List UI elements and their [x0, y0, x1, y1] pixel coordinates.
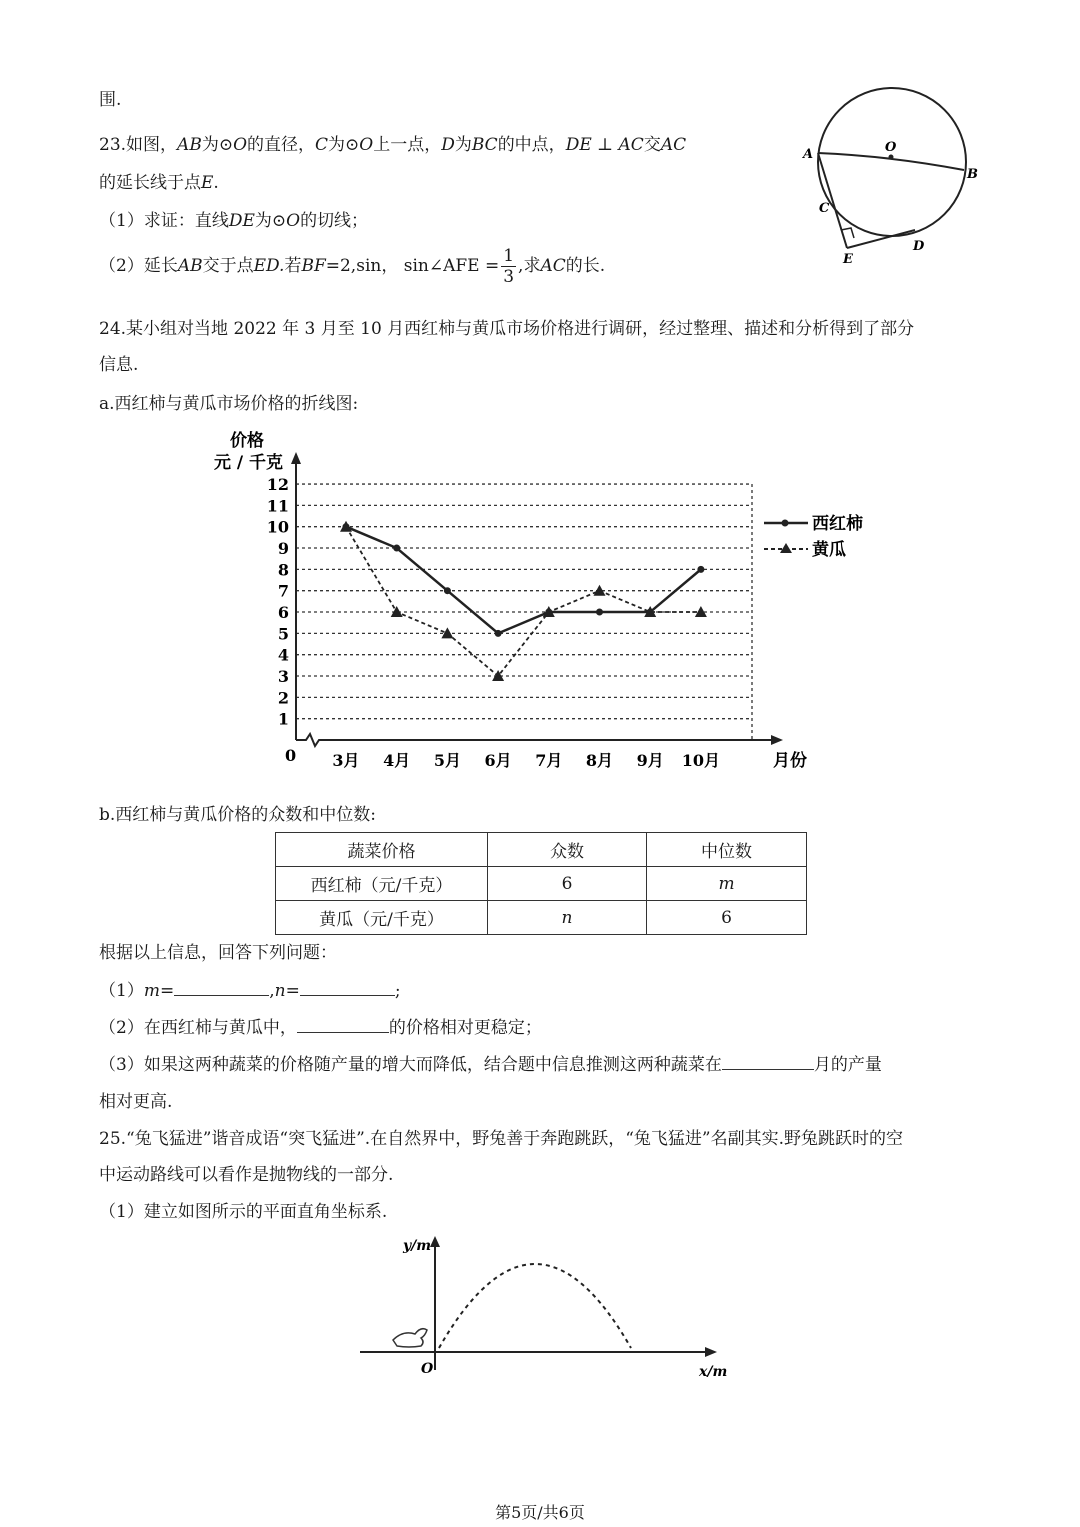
q24-q1: （1）m= ,n= ; [99, 976, 401, 1001]
table-header-cell: 众数 [488, 833, 647, 867]
chart-grid [296, 484, 752, 740]
parabola-path [439, 1264, 631, 1348]
q23-line2: 的延长线于点E. [99, 173, 219, 193]
y-tick-label: 9 [277, 539, 289, 559]
y-tick-label: 2 [277, 688, 289, 708]
table-row [276, 901, 807, 935]
y-tick-label: 10 [266, 517, 289, 537]
y-tick-label: 5 [277, 624, 289, 644]
q23-part2: （2）延长AB交于点ED.若BF=2,sin， sin∠AFE = $\frac{1}{3}$ ,求AC的长. [99, 246, 606, 287]
top-fragment: 围. [99, 90, 122, 110]
x-tick-label: 6月 [484, 751, 512, 770]
table-header-row [276, 833, 807, 867]
label-d: D [913, 239, 925, 254]
mode-median-table [275, 832, 807, 935]
label-e: E [843, 252, 853, 267]
origin-label: 0 [285, 746, 297, 765]
q24-sub-a: a.西红柿与黄瓜市场价格的折线图: [99, 394, 359, 414]
table-header-cell: 蔬菜价格 [276, 833, 488, 867]
chart-legend [764, 513, 863, 560]
answer-blank-stable[interactable] [297, 1014, 389, 1033]
x-tick-label: 7月 [535, 751, 563, 770]
tomato-point [596, 609, 603, 616]
x-label: x/m [699, 1364, 728, 1380]
label-b: B [967, 167, 978, 182]
y-tick-label: 12 [266, 475, 289, 495]
q24-line2: 信息. [99, 355, 139, 375]
x-axis-arrow [771, 735, 783, 745]
label-c: C [819, 201, 830, 216]
y-tick-label: 3 [277, 667, 289, 687]
legend-tomato-marker [782, 520, 789, 527]
legend-cucumber-label: 黄瓜 [812, 540, 846, 560]
q24-q2: （2）在西红柿与黄瓜中， 的价格相对更稳定； [99, 1013, 542, 1038]
table-row [276, 867, 807, 901]
y-label: y/m [403, 1238, 432, 1254]
x-tick-label: 8月 [585, 751, 614, 770]
y-tick-label: 11 [266, 496, 289, 516]
table-cell: 黄瓜（元/千克） [276, 901, 488, 935]
q25-line2: 中运动路线可以看作是抛物线的一部分. [99, 1165, 394, 1185]
label-o: O [885, 140, 897, 155]
y-tick-label: 4 [277, 645, 289, 665]
tomato-point [495, 630, 502, 637]
q23-part1: （1）求证：直线DE为⊙O的切线； [99, 211, 369, 231]
y-axis-arrow [430, 1236, 440, 1247]
y-tick-label: 6 [277, 603, 289, 623]
x-tick-label: 5月 [433, 751, 461, 770]
rabbit-parabola-figure [355, 1230, 735, 1380]
q24-line1: 24.某小组对当地 2022 年 3 月至 10 月西红柿与黄瓜市场价格进行调研，经过整理、描述和分析得到了部分 [99, 319, 915, 339]
y-tick-label: 8 [277, 560, 289, 580]
chart-series [340, 521, 707, 681]
origin-label: O [421, 1361, 434, 1377]
q24-prompt: 根据以上信息，回答下列问题： [99, 943, 337, 963]
x-tick-label: 4月 [383, 751, 411, 770]
tomato-point [697, 566, 704, 573]
tomato-series-line [346, 527, 701, 634]
table-cell: 6 [488, 867, 647, 901]
answer-blank-n[interactable] [300, 977, 395, 996]
table-cell: 西红柿（元/千克） [276, 867, 488, 901]
x-tick-label: 10月 [681, 751, 721, 770]
answer-blank-m[interactable] [174, 977, 269, 996]
table-cell: 6 [647, 901, 807, 935]
x-axis [296, 734, 775, 746]
x-tick-label: 9月 [636, 751, 664, 770]
tomato-point [393, 545, 400, 552]
table-cell: m [647, 867, 807, 901]
q24-q3: （3）如果这两种蔬菜的价格随产量的增大而降低，结合题中信息推测这两种蔬菜在 月的产量 [99, 1050, 882, 1075]
y-axis-arrow [291, 452, 301, 464]
label-a: A [803, 147, 814, 162]
q24-q3-line2: 相对更高. [99, 1092, 173, 1112]
tomato-point [444, 587, 451, 594]
y-tick-label: 1 [277, 709, 289, 729]
cucumber-point [441, 627, 453, 638]
table-cell: n [488, 901, 647, 935]
x-axis-label: 月份 [773, 751, 807, 771]
legend-tomato-label: 西红柿 [812, 514, 863, 534]
y-tick-label: 7 [277, 581, 289, 601]
y-axis-label-line2: 元 / 千克 [214, 453, 284, 473]
page-footer: 第5页/共6页 [495, 1503, 585, 1522]
x-tick-label: 3月 [332, 751, 360, 770]
fraction-one-third: $\frac{1}{3}$ [503, 246, 515, 287]
y-axis-label-line1: 价格 [230, 431, 264, 451]
q25-part1: （1）建立如图所示的平面直角坐标系. [99, 1202, 388, 1222]
q25-line1: 25.“兔飞猛进”谐音成语“突飞猛进”.在自然界中，野兔善于奔跑跳跃，“兔飞猛进”名副其实.野兔跳跃时的空 [99, 1129, 903, 1149]
table-header-cell: 中位数 [647, 833, 807, 867]
rabbit-icon [393, 1329, 427, 1347]
answer-blank-month[interactable] [722, 1051, 814, 1070]
chart-ticks [267, 475, 720, 770]
q24-sub-b: b.西红柿与黄瓜价格的众数和中位数: [99, 805, 377, 825]
chart-axes [214, 430, 807, 771]
x-axis-arrow [705, 1347, 717, 1357]
q23-line1: 23.如图，AB为⊙O的直径，C为⊙O上一点，D为BC的中点，DE ⊥ AC交AC [99, 135, 687, 155]
